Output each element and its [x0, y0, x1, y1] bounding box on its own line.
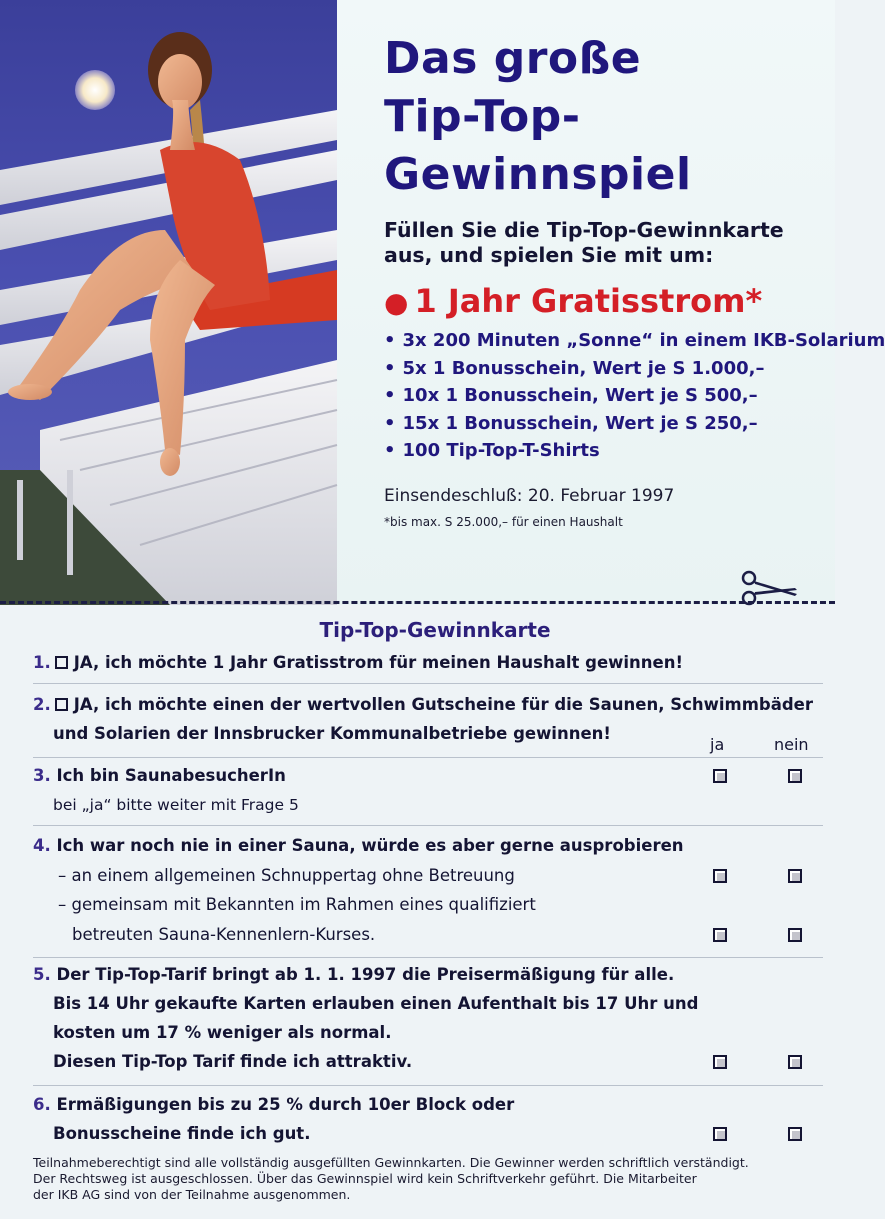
question-hint: bei „ja“ bitte weiter mit Frage 5 — [53, 796, 299, 814]
prize-item: • 5x 1 Bonusschein, Wert je S 1.000,– — [384, 355, 835, 383]
intro-text — [384, 218, 835, 268]
fine-print — [33, 1155, 749, 1203]
headline-line: Gewinnspiel — [384, 149, 692, 200]
question-text: Bonusscheine finde ich gut. — [53, 1124, 311, 1143]
footnote: *bis max. S 25.000,– für einen Haushalt — [384, 514, 623, 529]
grand-prize-label: 1 Jahr Gratisstrom* — [414, 282, 763, 320]
bullet-icon: ● — [384, 286, 409, 319]
question-1 — [33, 653, 683, 672]
sauna-photo — [0, 0, 337, 605]
question-text: Diesen Tip-Top Tarif finde ich attraktiv. — [53, 1052, 413, 1071]
q3-nein-checkbox[interactable] — [788, 769, 802, 783]
divider — [33, 757, 823, 758]
question-5 — [33, 965, 674, 984]
question-text: Ich war noch nie in einer Sauna, würde es aber gerne ausprobieren — [56, 836, 684, 855]
divider — [33, 683, 823, 684]
fine-print-line: der IKB AG sind von der Teilnahme ausgenommen. — [33, 1187, 351, 1202]
prize-item: • 10x 1 Bonusschein, Wert je S 500,– — [384, 382, 835, 410]
headline-line: Das große — [384, 33, 642, 84]
question-number: 1. — [33, 653, 51, 672]
question-text: Ich bin SaunabesucherIn — [56, 766, 286, 785]
question-text: Der Tip-Top-Tarif bringt ab 1. 1. 1997 die Preisermäßigung für alle. — [56, 965, 675, 984]
q4-opt1-nein-checkbox[interactable] — [788, 869, 802, 883]
prize-item: • 15x 1 Bonusschein, Wert je S 250,– — [384, 410, 835, 438]
prize-list — [384, 327, 885, 465]
divider — [33, 957, 823, 958]
question-number: 2. — [33, 695, 51, 714]
question-number: 4. — [33, 836, 51, 855]
divider — [33, 825, 823, 826]
question-6 — [33, 1095, 514, 1114]
q2-checkbox[interactable] — [55, 698, 68, 711]
grand-prize — [384, 281, 835, 323]
headline — [384, 30, 835, 204]
prize-item: • 100 Tip-Top-T-Shirts — [384, 437, 835, 465]
question-text: Ermäßigungen bis zu 25 % durch 10er Block oder — [56, 1095, 515, 1114]
q4-opt1-ja-checkbox[interactable] — [713, 869, 727, 883]
question-4 — [33, 836, 684, 855]
question-text: kosten um 17 % weniger als normal. — [53, 1023, 392, 1042]
question-3 — [33, 766, 286, 785]
question-text: und Solarien der Innsbrucker Kommunalbetriebe gewinnen! — [53, 724, 611, 743]
question-text: JA, ich möchte 1 Jahr Gratisstrom für meinen Haushalt gewinnen! — [73, 653, 684, 672]
intro-line: Füllen Sie die Tip-Top-Gewinnkarte — [384, 218, 784, 242]
headline-line: Tip-Top- — [384, 91, 581, 142]
fine-print-line: Teilnahmeberechtigt sind alle vollständig ausgefüllten Gewinnkarten. Die Gewinner werden schriftlich verständigt. — [33, 1155, 749, 1170]
question-number: 6. — [33, 1095, 51, 1114]
q5-nein-checkbox[interactable] — [788, 1055, 802, 1069]
q4-opt2-ja-checkbox[interactable] — [713, 928, 727, 942]
column-header-nein: nein — [774, 735, 809, 754]
prize-item: • 3x 200 Minuten „Sonne“ in einem IKB-Solarium — [384, 327, 835, 355]
option-text: – an einem allgemeinen Schnuppertag ohne Betreuung — [58, 866, 515, 885]
column-header-ja: ja — [710, 735, 725, 754]
q4-opt2-nein-checkbox[interactable] — [788, 928, 802, 942]
intro-line: aus, und spielen Sie mit um: — [384, 243, 714, 267]
option-text: – gemeinsam mit Bekannten im Rahmen eines qualifiziert — [58, 895, 536, 914]
divider — [33, 1085, 823, 1086]
q6-ja-checkbox[interactable] — [713, 1127, 727, 1141]
fine-print-line: Der Rechtsweg ist ausgeschlossen. Über das Gewinnspiel wird kein Schriftverkehr geführt. Die Mitarbeiter — [33, 1171, 697, 1186]
q6-nein-checkbox[interactable] — [788, 1127, 802, 1141]
question-text: JA, ich möchte einen der wertvollen Gutscheine für die Saunen, Schwimmbäder — [73, 695, 813, 714]
question-text: Bis 14 Uhr gekaufte Karten erlauben einen Aufenthalt bis 17 Uhr und — [53, 994, 699, 1013]
deadline: Einsendeschluß: 20. Februar 1997 — [384, 485, 675, 506]
cut-line — [0, 601, 835, 604]
question-number: 3. — [33, 766, 51, 785]
question-2 — [33, 695, 813, 714]
promo-section — [0, 0, 885, 605]
promo-text — [384, 30, 885, 529]
q3-ja-checkbox[interactable] — [713, 769, 727, 783]
question-number: 5. — [33, 965, 51, 984]
q5-ja-checkbox[interactable] — [713, 1055, 727, 1069]
card-title: Tip-Top-Gewinnkarte — [319, 618, 551, 642]
q1-checkbox[interactable] — [55, 656, 68, 669]
option-text: betreuten Sauna-Kennenlern-Kurses. — [72, 925, 376, 944]
